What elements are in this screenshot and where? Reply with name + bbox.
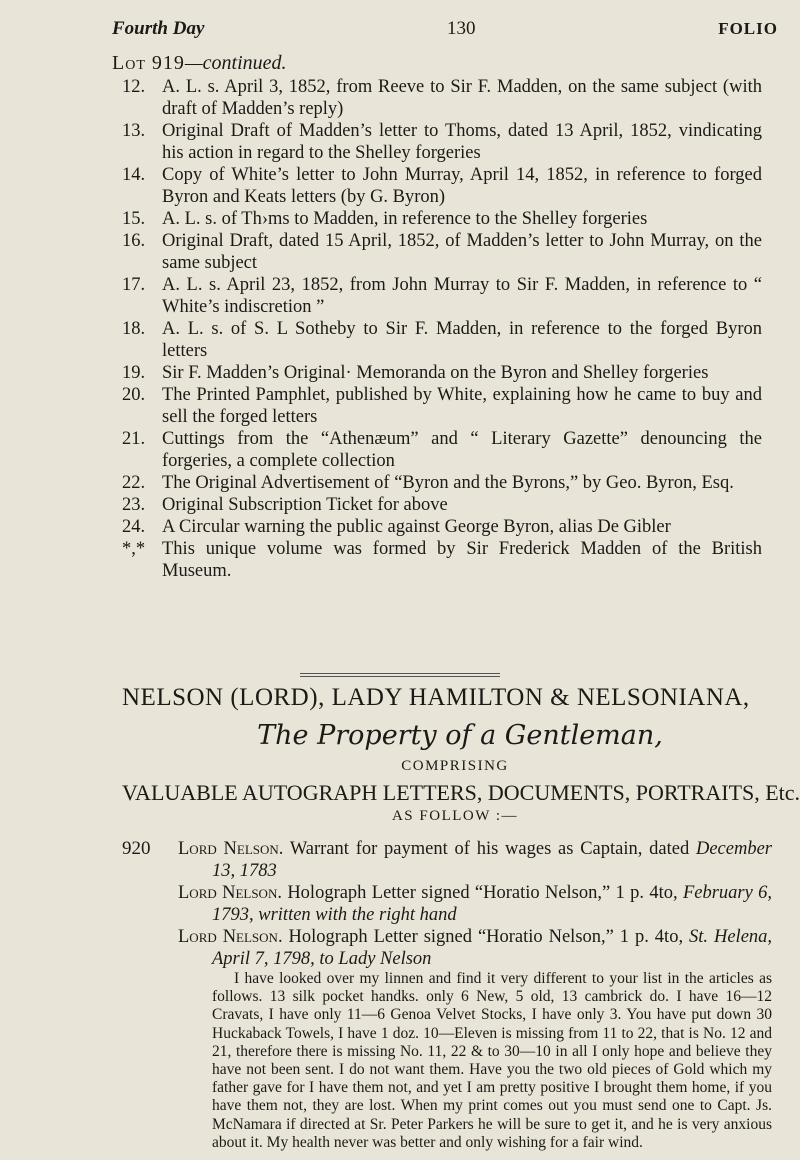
lot-920-entries (122, 838, 772, 970)
folio-label: FOLIO (718, 19, 778, 38)
item-text: This unique volume was formed by Sir Frederick Madden of the British Museum. (162, 539, 762, 581)
lot-920-number: 920 (122, 838, 151, 859)
item-text: Original Draft, dated 15 April, 1852, of Madden’s letter to John Murray, on the same subject (162, 231, 762, 273)
lot-919-items (122, 76, 762, 582)
entry-date: February 6, 1793, written with the right hand (212, 883, 773, 925)
item-text: Sir F. Madden’s Original· Memoranda on the Byron and Shelley forgeries (162, 363, 709, 383)
running-header (112, 18, 778, 44)
item-text: The Original Advertisement of “Byron and the Byrons,” by Geo. Byron, Esq. (162, 473, 734, 493)
entry-name: Lord Nelson. (178, 883, 282, 903)
item-text: The Printed Pamphlet, published by White, explaining how he came to buy and sell the forged letters (162, 385, 762, 427)
list-item (122, 274, 762, 318)
item-number: *,* (122, 539, 146, 559)
item-text: A. L. s. of Th›ms to Madden, in reference to the Shelley forgeries (162, 209, 648, 229)
list-item (122, 538, 762, 582)
item-text: Cuttings from the “Athenæum” and “ Literary Gazette” denouncing the forgeries, a complete collection (162, 429, 762, 471)
item-number: 15. (122, 209, 146, 229)
item-number: 24. (122, 517, 146, 537)
item-number: 13. (122, 121, 146, 141)
entry-name: Lord Nelson. (178, 839, 284, 859)
list-item (122, 76, 762, 120)
list-item (122, 318, 762, 362)
item-number: 18. (122, 319, 146, 339)
lot-entry (178, 838, 772, 882)
list-item (122, 428, 762, 472)
list-item (122, 120, 762, 164)
item-number: 23. (122, 495, 146, 515)
item-text: Copy of White’s letter to John Murray, April 14, 1852, in reference to forged Byron and Keats letters (by G. Byron) (162, 165, 762, 207)
list-item (122, 230, 762, 274)
section-as-follow: AS FOLLOW :— (391, 808, 519, 824)
lot-920 (122, 838, 772, 1152)
list-item (122, 472, 762, 494)
section-title: NELSON (LORD), LADY HAMILTON & NELSONIANA, (122, 684, 750, 711)
item-text: A. L. s. April 23, 1852, from John Murray to Sir F. Madden, in reference to “ White’s indiscretion ” (162, 275, 762, 317)
entry-date: December 13, 1783 (212, 839, 772, 881)
entry-text: Holograph Letter signed “Horatio Nelson,” 1 p. 4to, (288, 927, 684, 947)
lot-919-label: Lot 919 (112, 52, 185, 74)
list-item (122, 494, 762, 516)
item-text: A. L. s. of S. L Sotheby to Sir F. Madden, in reference to the forged Byron letters (162, 319, 762, 361)
item-number: 17. (122, 275, 146, 295)
item-number: 20. (122, 385, 146, 405)
item-number: 21. (122, 429, 146, 449)
section-divider (300, 673, 500, 674)
lot-entry (178, 882, 772, 926)
list-item (122, 516, 762, 538)
list-item (122, 164, 762, 208)
section-comprising: COMPRISING (401, 758, 509, 774)
letter-transcript: I have looked over my linnen and find it very different to your list in the articles as follows. 13 silk pocket handks. only 6 New, 5 old, 13 cambrick do. I have 16—12 Cravats, I have only 11—6 Genoa Velvet Stocks, I have only 3. You have put down 30 Huckaback Towels, I have 1 doz. 10—Eleven is missing from 11 to 22, that is No. 12 and 21, therefore there is missing No. 11, 22 & to 30—10 in all I only hope and believe they have not been sent. I do not want them. Have you the two old pieces of Gold which my father gave for I have them not, and yet I am pretty positive I brought them home, if you have them not, they are lost. When my print comes out you must send one to Capt. Js. McNamara if directed at Sr. Peter Parkers he will be sure to get it, and he is very anxious about it. My health never was better and only wishing for a fair wind. (212, 970, 772, 1151)
list-item (122, 208, 762, 230)
entry-date: St. Helena, April 7, 1798, to Lady Nelson (212, 927, 773, 969)
entry-name: Lord Nelson. (178, 927, 283, 947)
item-number: 14. (122, 165, 146, 185)
list-item (122, 384, 762, 428)
item-number: 16. (122, 231, 146, 251)
item-number: 22. (122, 473, 146, 493)
item-number: 12. (122, 77, 146, 97)
lot-919-heading (112, 52, 287, 75)
item-text: A. L. s. April 3, 1852, from Reeve to Sir F. Madden, on the same subject (with draft of Madden’s reply) (162, 77, 762, 119)
item-text: Original Subscription Ticket for above (162, 495, 448, 515)
page-number: 130 (447, 18, 476, 39)
section-subtitle: The Property of a Gentleman, (257, 720, 663, 751)
item-number: 19. (122, 363, 146, 383)
section-contents: VALUABLE AUTOGRAPH LETTERS, DOCUMENTS, PORTRAITS, Etc. (122, 780, 800, 805)
list-item (122, 362, 762, 384)
item-text: A Circular warning the public against George Byron, alias De Gibler (162, 517, 671, 537)
lot-919-continued: —continued. (184, 52, 287, 74)
day-label: Fourth Day (112, 18, 205, 39)
entry-text: Holograph Letter signed “Horatio Nelson,” 1 p. 4to, (287, 883, 678, 903)
lot-entry (178, 926, 772, 970)
entry-text: Warrant for payment of his wages as Captain, dated (289, 839, 690, 859)
item-text: Original Draft of Madden’s letter to Thoms, dated 13 April, 1852, vindicating his action in regard to the Shelley forgeries (162, 121, 762, 163)
section-divider (300, 676, 500, 677)
